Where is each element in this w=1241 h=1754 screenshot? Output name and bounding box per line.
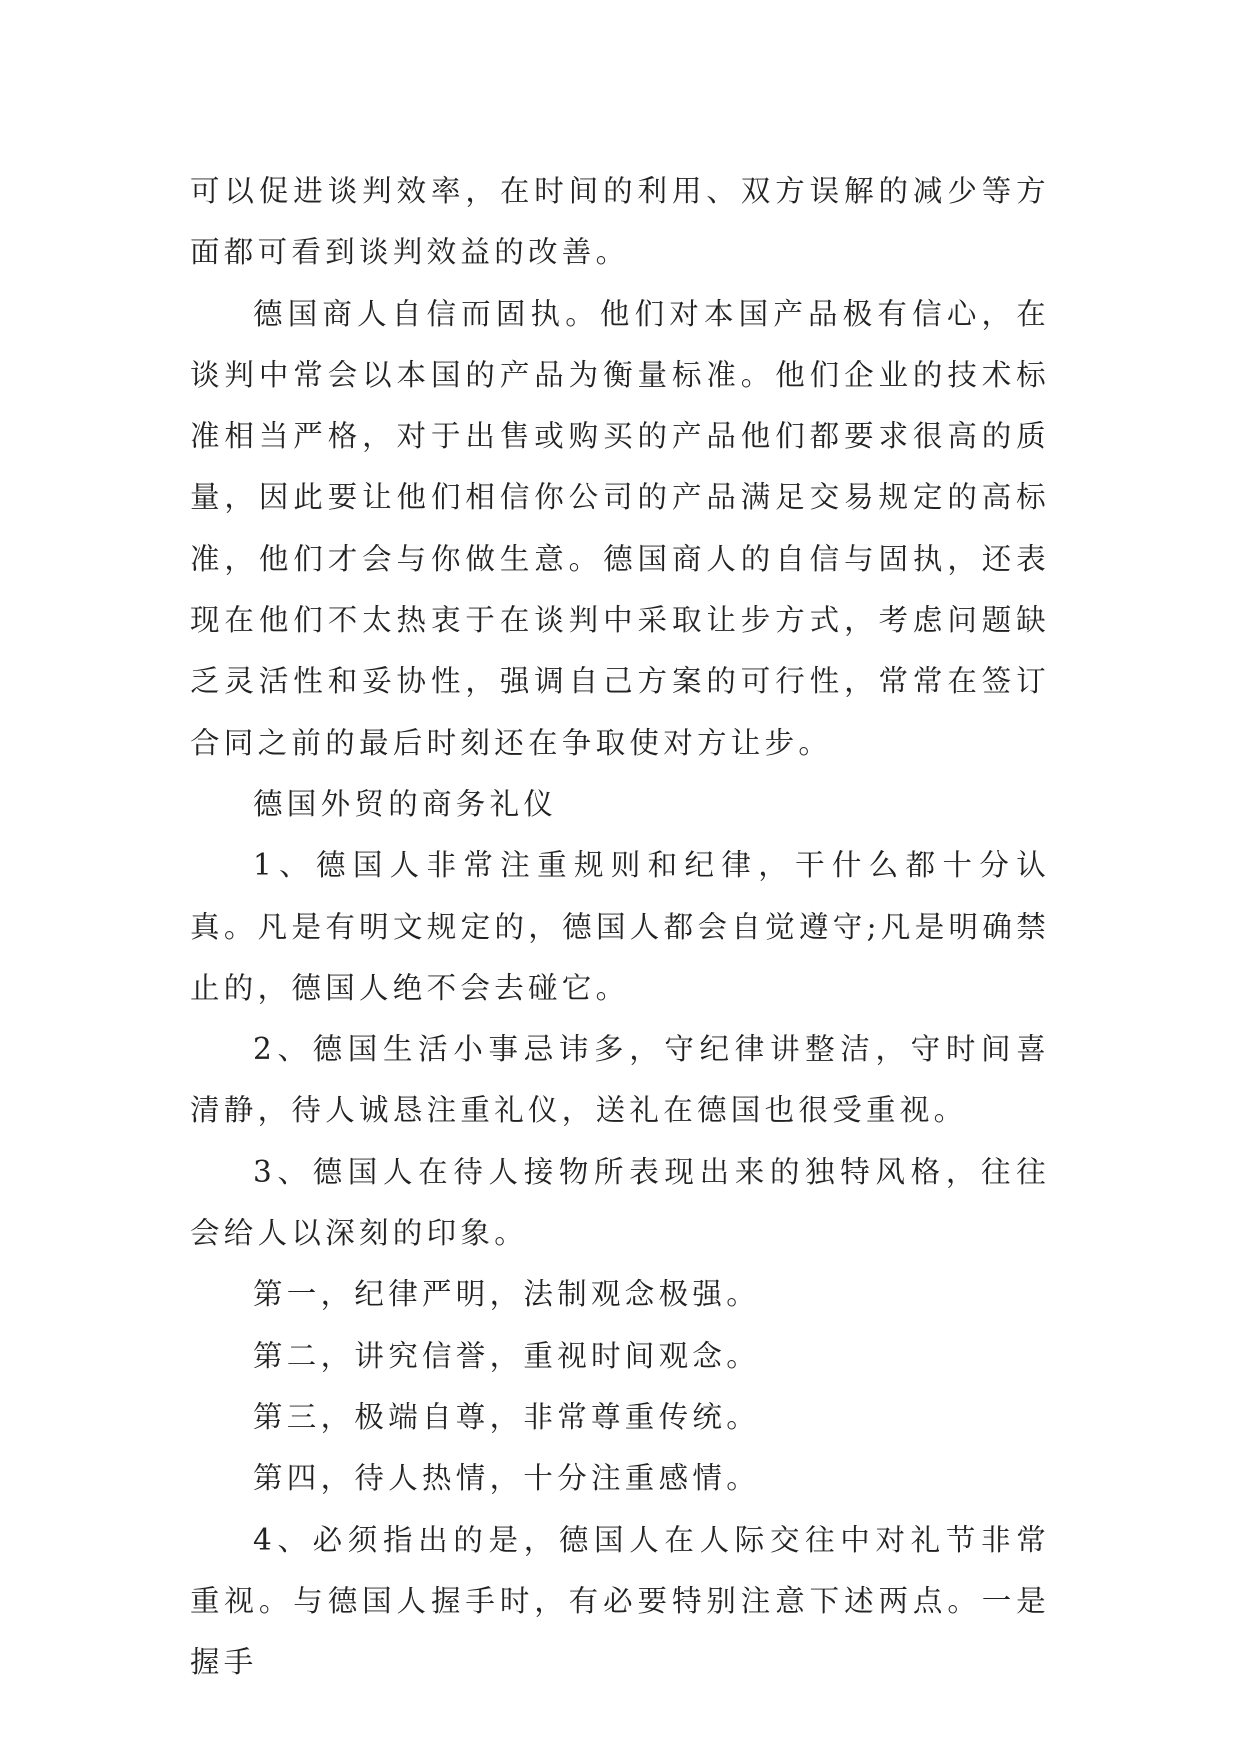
sub-item-fourth: 第四，待人热情，十分注重感情。 [253, 1461, 761, 1496]
list-item-4: 4、必须指出的是，德国人在人际交往中对礼节非常重视。与德国人握手时，有必要特别注意下述两点。一是握手 [190, 1522, 1050, 1680]
paragraph-negotiation-efficiency: 可以促进谈判效率，在时间的利用、双方误解的减少等方面都可看到谈判效益的改善。 [190, 174, 1050, 270]
sub-item-first: 第一，纪律严明，法制观念极强。 [253, 1277, 761, 1312]
paragraph-german-merchants: 德国商人自信而固执。他们对本国产品极有信心，在谈判中常会以本国的产品为衡量标准。他们企业的技术标准相当严格，对于出售或购买的产品他们都要求很高的质量，因此要让他们相信你公司的产品满足交易规定的高标准，他们才会与你做生意。德国商人的自信与固执，还表现在他们不太热衷于在谈判中采取让步方式，考虑问题缺乏灵活性和妥协性，强调自己方案的可行性，常常在签订合同之前的最后时刻还在争取使对方让步。 [190, 296, 1050, 760]
section-heading-etiquette: 德国外贸的商务礼仪 [253, 786, 558, 821]
sub-item-second: 第二，讲究信誉，重视时间观念。 [253, 1338, 761, 1373]
document-body [190, 161, 1050, 1693]
list-item-3: 3、德国人在待人接物所表现出来的独特风格，往往会给人以深刻的印象。 [190, 1154, 1050, 1251]
sub-item-third: 第三，极端自尊，非常尊重传统。 [253, 1399, 761, 1434]
list-item-2: 2、德国生活小事忌讳多，守纪律讲整洁，守时间喜清静，待人诚恳注重礼仪，送礼在德国也很受重视。 [190, 1032, 1050, 1128]
list-item-1: 1、德国人非常注重规则和纪律，干什么都十分认真。凡是有明文规定的，德国人都会自觉遵守;凡是明确禁止的，德国人绝不会去碰它。 [190, 848, 1050, 1005]
